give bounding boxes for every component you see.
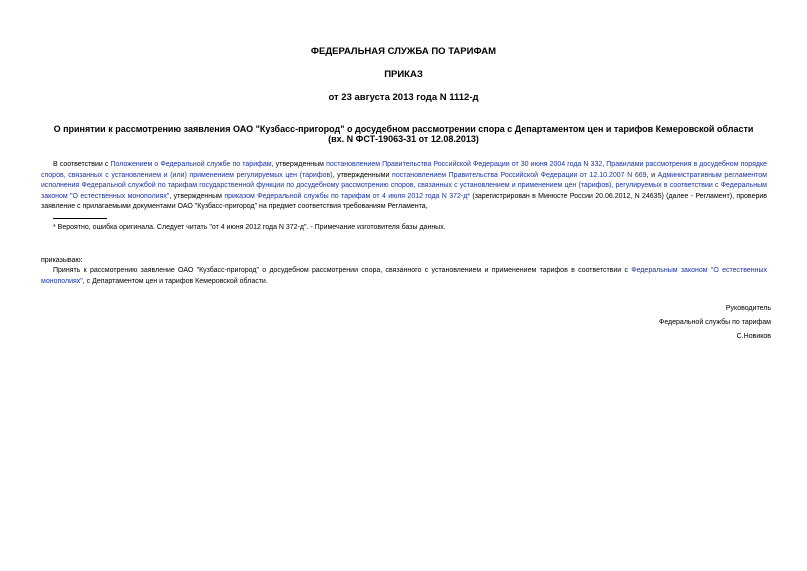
agency-name: ФЕДЕРАЛЬНАЯ СЛУЖБА ПО ТАРИФАМ	[310, 46, 497, 57]
document-title-line1: О принятии к рассмотрению заявления ОАО "Кузбасс-пригород" о досудебном рассмотрении спора с Департаментом цен и тарифов Кемеровской области	[53, 124, 754, 134]
link-administrative-regulation[interactable]: Административным регламентом исполнения Федеральной службой по тарифам государственной функции по досудебному рассмотрению споров, связанных с установлением и применением цен (тарифов), регулируемых в соответствии с Федеральным законом "О естественных монополиях"	[41, 171, 767, 200]
link-fst-order-372[interactable]: приказом Федеральной службы по тарифам от 4 июля 2012 года N 372-д*	[224, 192, 471, 200]
preamble-text: , и	[646, 171, 658, 179]
preamble-text: , утвержденным	[271, 161, 327, 168]
link-government-decree-669[interactable]: постановлением Правительства Российской Федерации от 12.10.2007 N 669	[392, 171, 647, 179]
preamble-text: , утвержденными	[332, 171, 393, 179]
signature-name: С.Новиков	[736, 333, 771, 340]
link-government-decree-332[interactable]: постановлением Правительства Российской Федерации от 30 июня 2004 года N 332	[326, 161, 603, 168]
order-text: , с Департаментом цен и тарифов Кемеровской области.	[82, 277, 268, 285]
footnote-divider	[53, 218, 107, 219]
document-title-line2: (вх. N ФСТ-19063-31 от 12.08.2013)	[328, 134, 479, 144]
link-fst-regulation[interactable]: Положением о Федеральной службе по тарифам	[110, 161, 272, 168]
link-pretrial-rules[interactable]: Правилами рассмотрения в досудебном порядке споров, связанных с установлением и (или) применением регулируемых цен (тарифов)	[41, 161, 767, 179]
preamble-text: (зарегистрирован в Минюсте России 20.06.2012, N 24635) (далее - Регламент), проверив заявление с прилагаемыми документами ОАО "Кузбасс-пригород" на предмет соответствия требованиям Регламента,	[41, 192, 767, 211]
footnote: * Вероятно, ошибка оригинала. Следует читать "от 4 июня 2012 года N 372-д". - Примечание изготовителя базы данных.	[53, 224, 446, 231]
document-type: ПРИКАЗ	[384, 69, 423, 80]
preamble-text: , утвержденным	[169, 192, 225, 200]
preamble-paragraph	[41, 160, 767, 213]
signature-position: Руководитель	[725, 305, 771, 312]
document-title	[0, 124, 807, 144]
order-text: Принять к рассмотрению заявление ОАО "Кузбасс-пригород" о досудебном рассмотрении спора, связанного с установлением и применением тарифов в соответствии с	[53, 267, 632, 274]
document-date-number: от 23 августа 2013 года N 1112-д	[328, 92, 479, 103]
signature-organization: Федеральной службы по тарифам	[659, 319, 771, 326]
preamble-text: ,	[602, 161, 607, 168]
preamble-text: В соответствии с	[53, 161, 111, 168]
order-paragraph	[41, 266, 767, 287]
order-word: приказываю:	[41, 257, 83, 264]
link-natural-monopolies-law[interactable]: Федеральным законом "О естественных монополиях"	[41, 267, 767, 285]
